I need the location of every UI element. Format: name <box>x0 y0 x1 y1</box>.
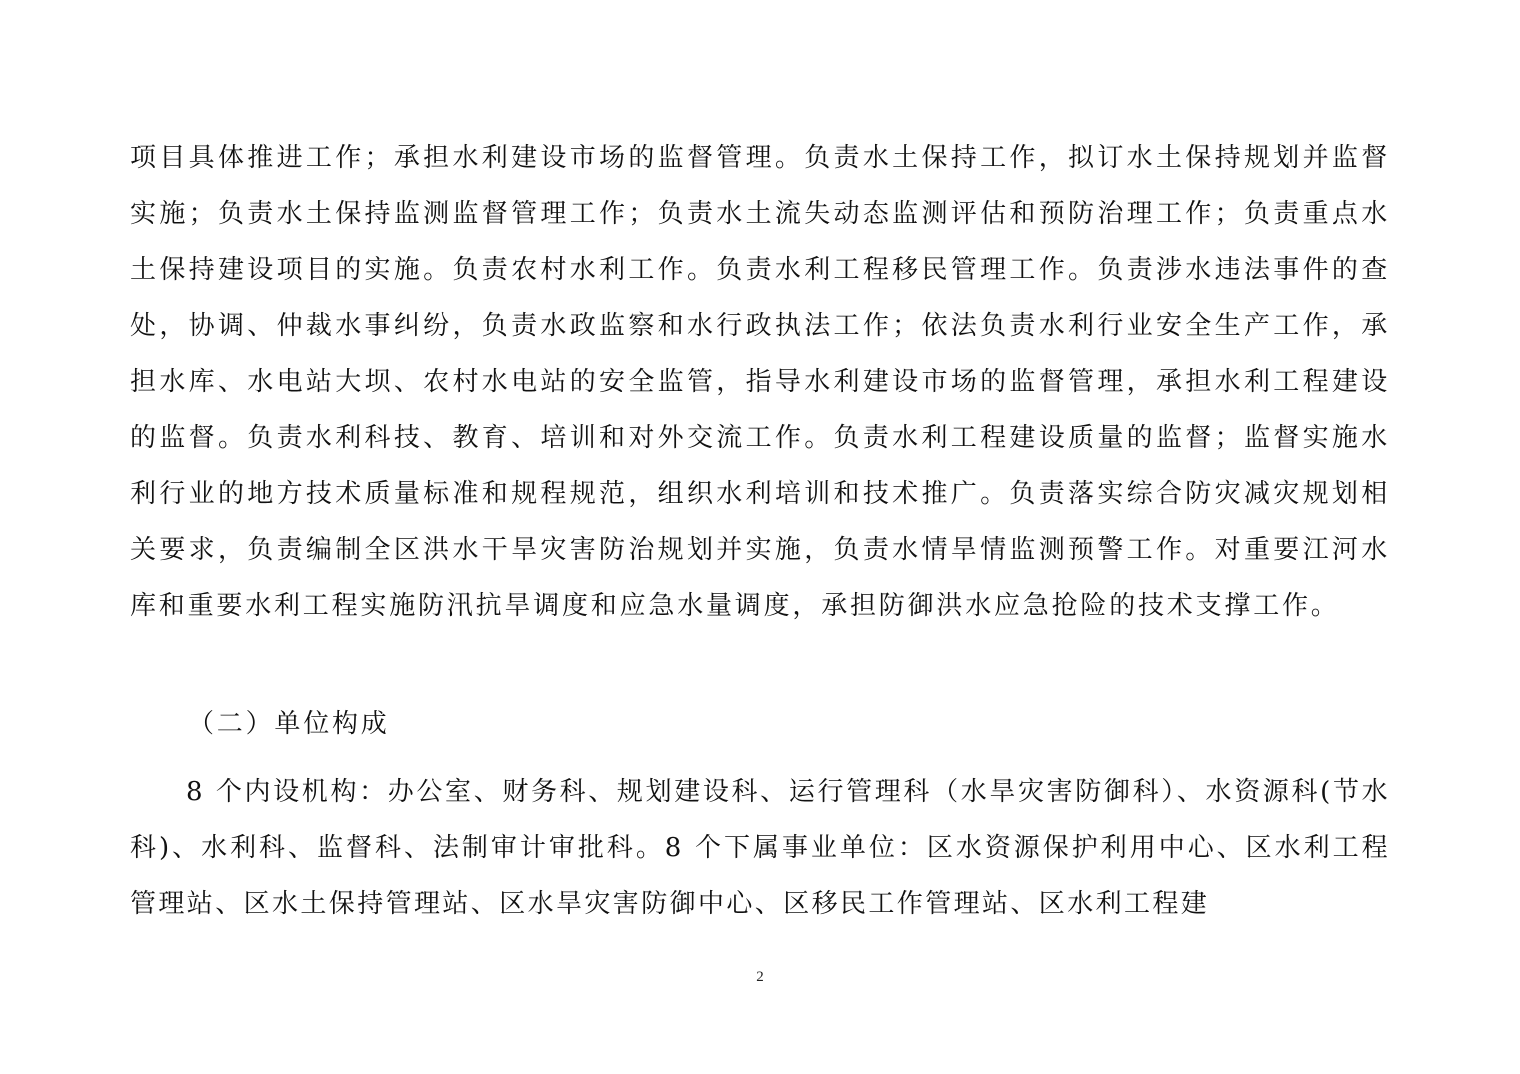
page-number: 2 <box>756 969 764 985</box>
body-paragraph-responsibilities: 项目具体推进工作；承担水利建设市场的监督管理。负责水土保持工作，拟订水土保持规划并监督实施；负责水土保持监测监督管理工作；负责水土流失动态监测评估和预防治理工作；负责重点水土保持建设项目的实施。负责农村水利工作。负责水利工程移民管理工作。负责涉水违法事件的查处，协调、仲裁水事纠纷，负责水政监察和水行政执法工作；依法负责水利行业安全生产工作，承担水库、水电站大坝、农村水电站的安全监管，指导水利建设市场的监督管理，承担水利工程建设的监督。负责水利科技、教育、培训和对外交流工作。负责水利工程建设质量的监督；监督实施水利行业的地方技术质量标准和规程规范，组织水利培训和技术推广。负责落实综合防灾减灾规划相关要求，负责编制全区洪水干旱灾害防治规划并实施，负责水情旱情监测预警工作。对重要江河水库和重要水利工程实施防汛抗旱调度和应急水量调度，承担防御洪水应急抢险的技术支撑工作。 <box>130 143 1390 621</box>
body-paragraph-unit-composition: 8 个内设机构：办公室、财务科、规划建设科、运行管理科（水旱灾害防御科）、水资源科(节水科)、水利科、监督科、法制审计审批科。8 个下属事业单位：区水资源保护利用中心、区水利工程管理站、区水土保持管理站、区水旱灾害防御中心、区移民工作管理站、区水利工程建 <box>130 777 1390 919</box>
section-heading-unit-composition: （二）单位构成 <box>188 709 390 739</box>
